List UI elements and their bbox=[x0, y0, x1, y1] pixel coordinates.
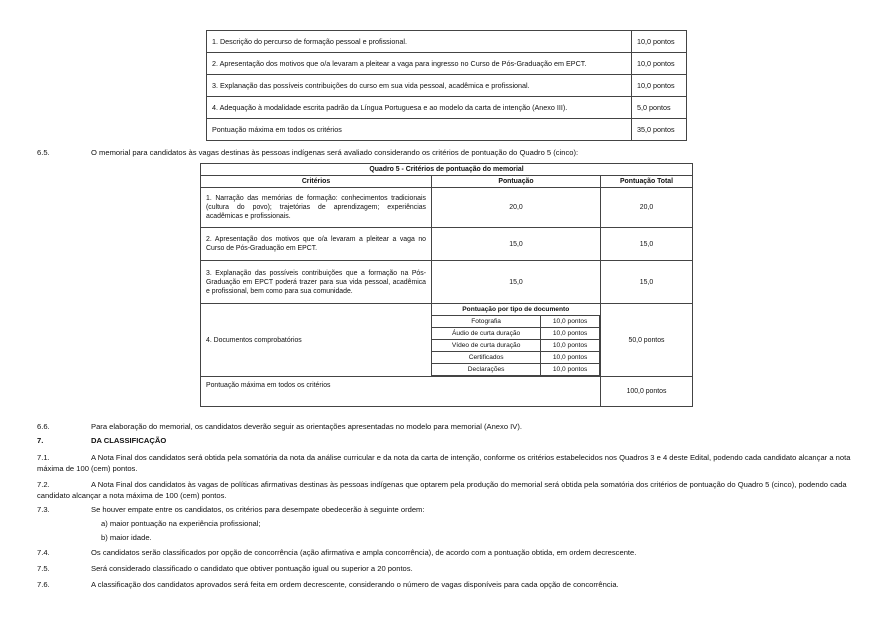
section-text: A Nota Final dos candidatos às vagas de políticas afirmativas destinas às pessoas indígenas que optarem pela produção do memorial será obtida pela somatória dos critérios de pontuação do Quadro 5 (cinco), podendo cada candidato alcançar a nota máxima de 100 (cem) pontos. bbox=[37, 480, 847, 500]
quadro5-table bbox=[200, 163, 693, 407]
total-cell: 50,0 pontos bbox=[601, 304, 693, 377]
section-number: 7.2. bbox=[37, 480, 50, 489]
points-cell: 10,0 pontos bbox=[632, 75, 687, 97]
table-row bbox=[207, 31, 687, 53]
points-cell: 10,0 pontos bbox=[632, 31, 687, 53]
doc-type: Declarações bbox=[432, 364, 541, 376]
table-row-max bbox=[201, 377, 693, 407]
section-number: 7.6. bbox=[37, 580, 50, 589]
table-row bbox=[201, 228, 693, 261]
table-header-row bbox=[201, 176, 693, 188]
section-number: 7.3. bbox=[37, 505, 50, 514]
total-cell: 15,0 bbox=[601, 261, 693, 304]
table-row bbox=[207, 119, 687, 141]
documents-subtable bbox=[432, 304, 600, 376]
documents-subtable-cell bbox=[432, 304, 601, 377]
doc-points: 10,0 pontos bbox=[541, 328, 600, 340]
points-cell: 5,0 pontos bbox=[632, 97, 687, 119]
section-text: Para elaboração do memorial, os candidatos deverão seguir as orientações apresentadas no modelo para memorial (Anexo IV). bbox=[91, 422, 522, 431]
section-number: 6.5. bbox=[37, 148, 50, 157]
paragraph-7-1 bbox=[37, 452, 855, 474]
doc-points: 10,0 pontos bbox=[541, 316, 600, 328]
max-total: 100,0 pontos bbox=[601, 377, 693, 407]
doc-type: Fotografia bbox=[432, 316, 541, 328]
criterion-cell: 2. Apresentação dos motivos que o/a levaram a pleitear a vaga para ingresso no Curso de Pós-Graduação em EPCT. bbox=[207, 53, 632, 75]
subtable-row bbox=[432, 352, 600, 364]
section-number: 7.4. bbox=[37, 548, 50, 557]
doc-type: Áudio de curta duração bbox=[432, 328, 541, 340]
subtable-header: Pontuação por tipo de documento bbox=[432, 304, 600, 316]
criterion-cell: 1. Descrição do percurso de formação pessoal e profissional. bbox=[207, 31, 632, 53]
table-row bbox=[201, 188, 693, 228]
table-title-row bbox=[201, 164, 693, 176]
table-title: Quadro 5 - Critérios de pontuação do memorial bbox=[201, 164, 693, 176]
table-row bbox=[207, 75, 687, 97]
section-text: O memorial para candidatos às vagas destinas às pessoas indígenas será avaliado considerando os critérios de pontuação do Quadro 5 (cinco): bbox=[91, 148, 579, 157]
max-label: Pontuação máxima em todos os critérios bbox=[201, 377, 601, 407]
criterion-cell: Pontuação máxima em todos os critérios bbox=[207, 119, 632, 141]
list-item-b: b) maior idade. bbox=[101, 533, 152, 542]
criterion-cell: 1. Narração das memórias de formação: conhecimentos tradicionais (cultura do povo); trajetórias de aprendizagem; experiências acadêmicas e profissionais. bbox=[201, 188, 432, 228]
section-text: Os candidatos serão classificados por opção de concorrência (ação afirmativa e ampla concorrência), de acordo com a pontuação obtida, em ordem decrescente. bbox=[91, 548, 637, 557]
points-cell: 15,0 bbox=[432, 228, 601, 261]
table-row bbox=[201, 261, 693, 304]
doc-points: 10,0 pontos bbox=[541, 352, 600, 364]
doc-type: Certificados bbox=[432, 352, 541, 364]
paragraph-7-2 bbox=[37, 479, 855, 501]
subtable-row bbox=[432, 328, 600, 340]
subtable-header-row bbox=[432, 304, 600, 316]
total-cell: 15,0 bbox=[601, 228, 693, 261]
criterion-cell: 3. Explanação das possíveis contribuições do curso em sua vida pessoal, acadêmica e profissional. bbox=[207, 75, 632, 97]
table-row-documents bbox=[201, 304, 693, 377]
section-number: 7. bbox=[37, 436, 44, 445]
points-cell: 35,0 pontos bbox=[632, 119, 687, 141]
section-text: A classificação dos candidatos aprovados será feita em ordem decrescente, considerando o número de vagas disponíveis para cada opção de concorrência. bbox=[91, 580, 619, 589]
header-total: Pontuação Total bbox=[601, 176, 693, 188]
section-number: 7.1. bbox=[37, 453, 50, 462]
section-text: Será considerado classificado o candidato que obtiver pontuação igual ou superior a 20 pontos. bbox=[91, 564, 413, 573]
list-item-a: a) maior pontuação na experiência profissional; bbox=[101, 519, 261, 528]
points-cell: 10,0 pontos bbox=[632, 53, 687, 75]
points-cell: 20,0 bbox=[432, 188, 601, 228]
criterion-cell: 3. Explanação das possíveis contribuições que a formação na Pós-Graduação em EPCT poderá trazer para sua vida pessoal, acadêmica e profissional, bem como para sua comunidade. bbox=[201, 261, 432, 304]
header-criterios: Critérios bbox=[201, 176, 432, 188]
section-text: Se houver empate entre os candidatos, os critérios para desempate obedecerão à seguinte ordem: bbox=[91, 505, 425, 514]
table-row bbox=[207, 53, 687, 75]
points-cell: 15,0 bbox=[432, 261, 601, 304]
subtable-row bbox=[432, 316, 600, 328]
criterion-cell: 4. Adequação à modalidade escrita padrão da Língua Portuguesa e ao modelo da carta de intenção (Anexo III). bbox=[207, 97, 632, 119]
header-pontuacao: Pontuação bbox=[432, 176, 601, 188]
subtable-row bbox=[432, 364, 600, 376]
criterion-cell: 4. Documentos comprobatórios bbox=[201, 304, 432, 377]
total-cell: 20,0 bbox=[601, 188, 693, 228]
subtable-row bbox=[432, 340, 600, 352]
doc-type: Vídeo de curta duração bbox=[432, 340, 541, 352]
section-text: A Nota Final dos candidatos será obtida pela somatória da nota da análise curricular e da nota da carta de intenção, conforme os critérios estabelecidos nos Quadros 3 e 4 deste Edital, podendo cada candidato alcançar a nota máxima de 100 (cem) pontos. bbox=[37, 453, 851, 473]
section-number: 6.6. bbox=[37, 422, 50, 431]
section-number: 7.5. bbox=[37, 564, 50, 573]
section-heading: DA CLASSIFICAÇÃO bbox=[91, 436, 167, 445]
doc-points: 10,0 pontos bbox=[541, 340, 600, 352]
carta-intencao-criteria-table bbox=[206, 30, 687, 141]
doc-points: 10,0 pontos bbox=[541, 364, 600, 376]
table-row bbox=[207, 97, 687, 119]
criterion-cell: 2. Apresentação dos motivos que o/a levaram a pleitear a vaga no Curso de Pós-Graduação em EPCT. bbox=[201, 228, 432, 261]
